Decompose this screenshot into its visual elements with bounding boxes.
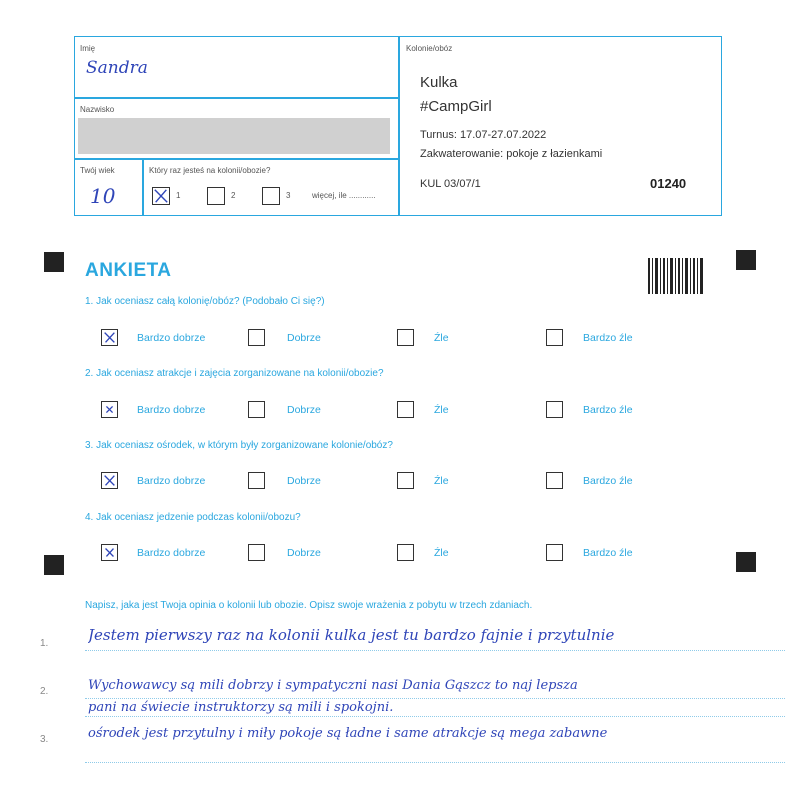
surname-label: Nazwisko [80,105,115,114]
q4-option-4-checkbox[interactable] [546,544,563,561]
q3-option-4-label: Bardzo źle [583,475,633,487]
header-divider-vertical [398,36,400,216]
times-option-3-label: 3 [286,191,291,200]
q3-option-2-checkbox[interactable] [248,472,265,489]
age-label: Twój wiek [80,166,115,175]
question-3-text: 3. Jak oceniasz ośrodek, w którym były zorganizowane kolonie/obóz? [85,440,393,451]
check-x-icon [153,188,169,204]
question-2-text: 2. Jak oceniasz atrakcje i zajęcia zorganizowane na kolonii/obozie? [85,368,384,379]
q2-option-3-label: Źle [434,404,449,416]
check-x-icon [102,330,117,345]
registration-marker-top-right [736,250,756,270]
survey-title: ANKIETA [85,260,172,281]
accommodation-label: Zakwaterowanie: [420,148,504,160]
times-option-1-label: 1 [176,191,181,200]
q4-option-3-checkbox[interactable] [397,544,414,561]
first-name-label: Imię [80,44,96,53]
q4-option-2-label: Dobrze [287,547,321,559]
q2-option-1-label: Bardzo dobrze [137,404,206,416]
q4-option-3-label: Źle [434,547,449,559]
line-number-1: 1. [40,638,49,649]
times-label: Który raz jesteś na kolonii/obozie? [149,166,271,175]
q2-option-4-checkbox[interactable] [546,401,563,418]
registration-marker-mid-right [736,552,756,572]
age-field[interactable]: 10 [90,184,116,208]
answer-line-1 [85,650,785,651]
q3-option-3-checkbox[interactable] [397,472,414,489]
q2-option-4-label: Bardzo źle [583,404,633,416]
q3-option-3-label: Źle [434,475,449,487]
header-divider-age [142,158,144,216]
camp-code: KUL 03/07/1 [420,178,481,190]
accommodation-line [420,148,602,160]
q2-option-1-checkbox[interactable] [101,401,118,418]
q3-option-1-label: Bardzo dobrze [137,475,206,487]
first-name-field[interactable]: Sandra [86,58,148,78]
q1-option-2-checkbox[interactable] [248,329,265,346]
q1-option-3-label: Źle [434,332,449,344]
q4-option-2-checkbox[interactable] [248,544,265,561]
q2-option-2-label: Dobrze [287,404,321,416]
times-checkbox-1[interactable] [152,187,170,205]
opinion-answer-line-2-cont[interactable]: pani na świecie instruktorzy są mili i spokojni. [88,700,394,715]
camp-tag: #CampGirl [420,98,492,115]
times-checkbox-3[interactable] [262,187,280,205]
q1-option-3-checkbox[interactable] [397,329,414,346]
q3-option-2-label: Dobrze [287,475,321,487]
q1-option-1-checkbox[interactable] [101,329,118,346]
registration-marker-mid-left [44,555,64,575]
q1-option-1-label: Bardzo dobrze [137,332,206,344]
q1-option-4-checkbox[interactable] [546,329,563,346]
question-1-text: 1. Jak oceniasz całą kolonię/obóz? (Podobało Ci się?) [85,296,325,307]
answer-line-2b [85,716,785,717]
header-divider-2 [74,158,399,160]
q4-option-4-label: Bardzo źle [583,547,633,559]
check-x-icon [102,473,117,488]
q4-option-1-label: Bardzo dobrze [137,547,206,559]
camp-name: Kulka [420,74,458,91]
line-number-2: 2. [40,686,49,697]
term-label: Turnus: [420,129,457,141]
camp-label: Kolonie/obóz [406,44,453,53]
accommodation-value: pokoje z łazienkami [506,148,603,160]
q1-option-4-label: Bardzo źle [583,332,633,344]
answer-line-2 [85,698,785,699]
form-number: 01240 [650,176,687,191]
opinion-answer-line-1[interactable]: Jestem pierwszy raz na kolonii kulka jest tu bardzo fajnie i przytulnie [88,626,615,644]
answer-line-3 [85,762,785,763]
q3-option-4-checkbox[interactable] [546,472,563,489]
times-checkbox-2[interactable] [207,187,225,205]
registration-marker-top-left [44,252,64,272]
header-divider-1 [74,97,399,99]
times-option-2-label: 2 [231,191,236,200]
q2-option-3-checkbox[interactable] [397,401,414,418]
term-value: 17.07-27.07.2022 [459,129,547,141]
barcode-icon [648,258,704,294]
opinion-answer-line-3[interactable]: ośrodek jest przytulny i miły pokoje są ładne i same atrakcje są mega zabawne [88,726,608,741]
check-x-icon [102,545,117,560]
check-x-icon [102,402,117,417]
term-line [420,129,546,141]
opinion-answer-line-2[interactable]: Wychowawcy są mili dobrzy i sympatyczni nasi Dania Gąszcz to naj lepsza [88,678,578,693]
question-4-text: 4. Jak oceniasz jedzenie podczas kolonii/obozu? [85,512,301,523]
surname-field-redacted[interactable] [78,118,390,154]
times-more-label: więcej, ile ............ [312,191,376,200]
line-number-3: 3. [40,734,49,745]
q1-option-2-label: Dobrze [287,332,321,344]
q4-option-1-checkbox[interactable] [101,544,118,561]
q2-option-2-checkbox[interactable] [248,401,265,418]
q3-option-1-checkbox[interactable] [101,472,118,489]
opinion-prompt: Napisz, jaka jest Twoja opinia o kolonii lub obozie. Opisz swoje wrażenia z pobytu w trzech zdaniach. [85,600,533,611]
